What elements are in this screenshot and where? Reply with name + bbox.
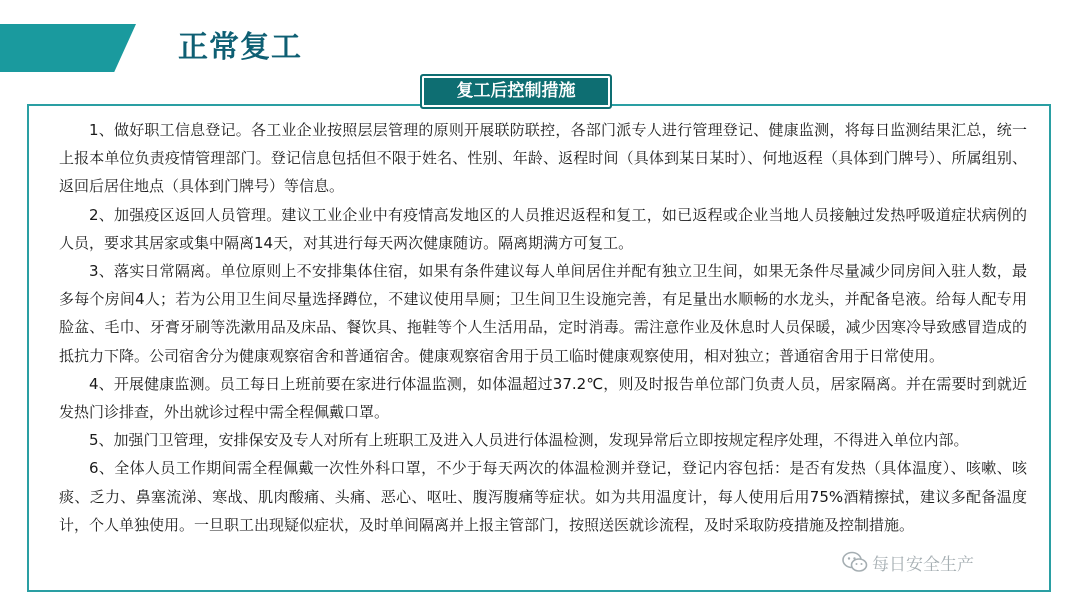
watermark-text: 每日安全生产 bbox=[872, 554, 974, 575]
paragraph-4: 4、开展健康监测。员工每日上班前要在家进行体温监测，如体温超过37.2℃，则及时报告单位部门负责人员，居家隔离。并在需要时到就近发热门诊排查，外出就诊过程中需全程佩戴口罩。 bbox=[59, 374, 1027, 422]
paragraph-2: 2、加强疫区返回人员管理。建议工业企业中有疫情高发地区的人员推迟返程和复工，如已返程或企业当地人员接触过发热呼吸道症状病例的人员，要求其居家或集中隔离14天，对其进行每天两次健康随访。隔离期满方可复工。 bbox=[59, 205, 1027, 252]
watermark bbox=[842, 548, 974, 576]
paragraph-6: 6、全体人员工作期间需全程佩戴一次性外科口罩，不少于每天两次的体温检测并登记，登记内容包括：是否有发热（具体温度）、咳嗽、咳痰、乏力、鼻塞流涕、寒战、肌肉酸痛、头痛、恶心、呕吐、腹泻腹痛等症状。如为共用温度计，每人使用后用75%酒精擦拭，建议多配备温度计，个人单独使用。一旦职工出现疑似症状，及时单间隔离并上报主管部门，按照送医就诊流程，及时采取防疫措施及控制措施。 bbox=[59, 459, 1027, 534]
content-body bbox=[59, 116, 1027, 539]
paragraph-1: 1、做好职工信息登记。各工业企业按照层层管理的原则开展联防联控，各部门派专人进行管理登记、健康监测，将每日监测结果汇总，统一上报本单位负责疫情管理部门。登记信息包括但不限于姓名、性别、年龄、返程时间（具体到某日某时）、何地返程（具体到门牌号）、所属组别、返回后居住地点（具体到门牌号）等信息。 bbox=[59, 121, 1027, 196]
paragraph-3: 3、落实日常隔离。单位原则上不安排集体住宿，如果有条件建议每人单间居住并配有独立卫生间，如果无条件尽量减少同房间入驻人数，最多每个房间4人；若为公用卫生间尽量选择蹲位，不建议使用旱厕；卫生间卫生设施完善，有足量出水顺畅的水龙头，并配备皂液。给每人配专用脸盆、毛巾、牙膏牙刷等洗漱用品及床品、餐饮具、拖鞋等个人生活用品，定时消毒。需注意作业及休息时人员保暖，减少因寒冷导致感冒造成的抵抗力下降。公司宿舍分为健康观察宿舍和普通宿舍。健康观察宿舍用于员工临时健康观察使用，相对独立；普通宿舍用于日常使用。 bbox=[59, 262, 1027, 365]
paragraph-5: 5、加强门卫管理，安排保安及专人对所有上班职工及进入人员进行体温检测，发现异常后立即按规定程序处理，不得进入单位内部。 bbox=[89, 431, 969, 450]
title-accent-band bbox=[0, 24, 136, 72]
section-header: 复工后控制措施 bbox=[420, 74, 612, 109]
page-title: 正常复工 bbox=[178, 30, 302, 65]
wechat-icon bbox=[842, 551, 868, 573]
